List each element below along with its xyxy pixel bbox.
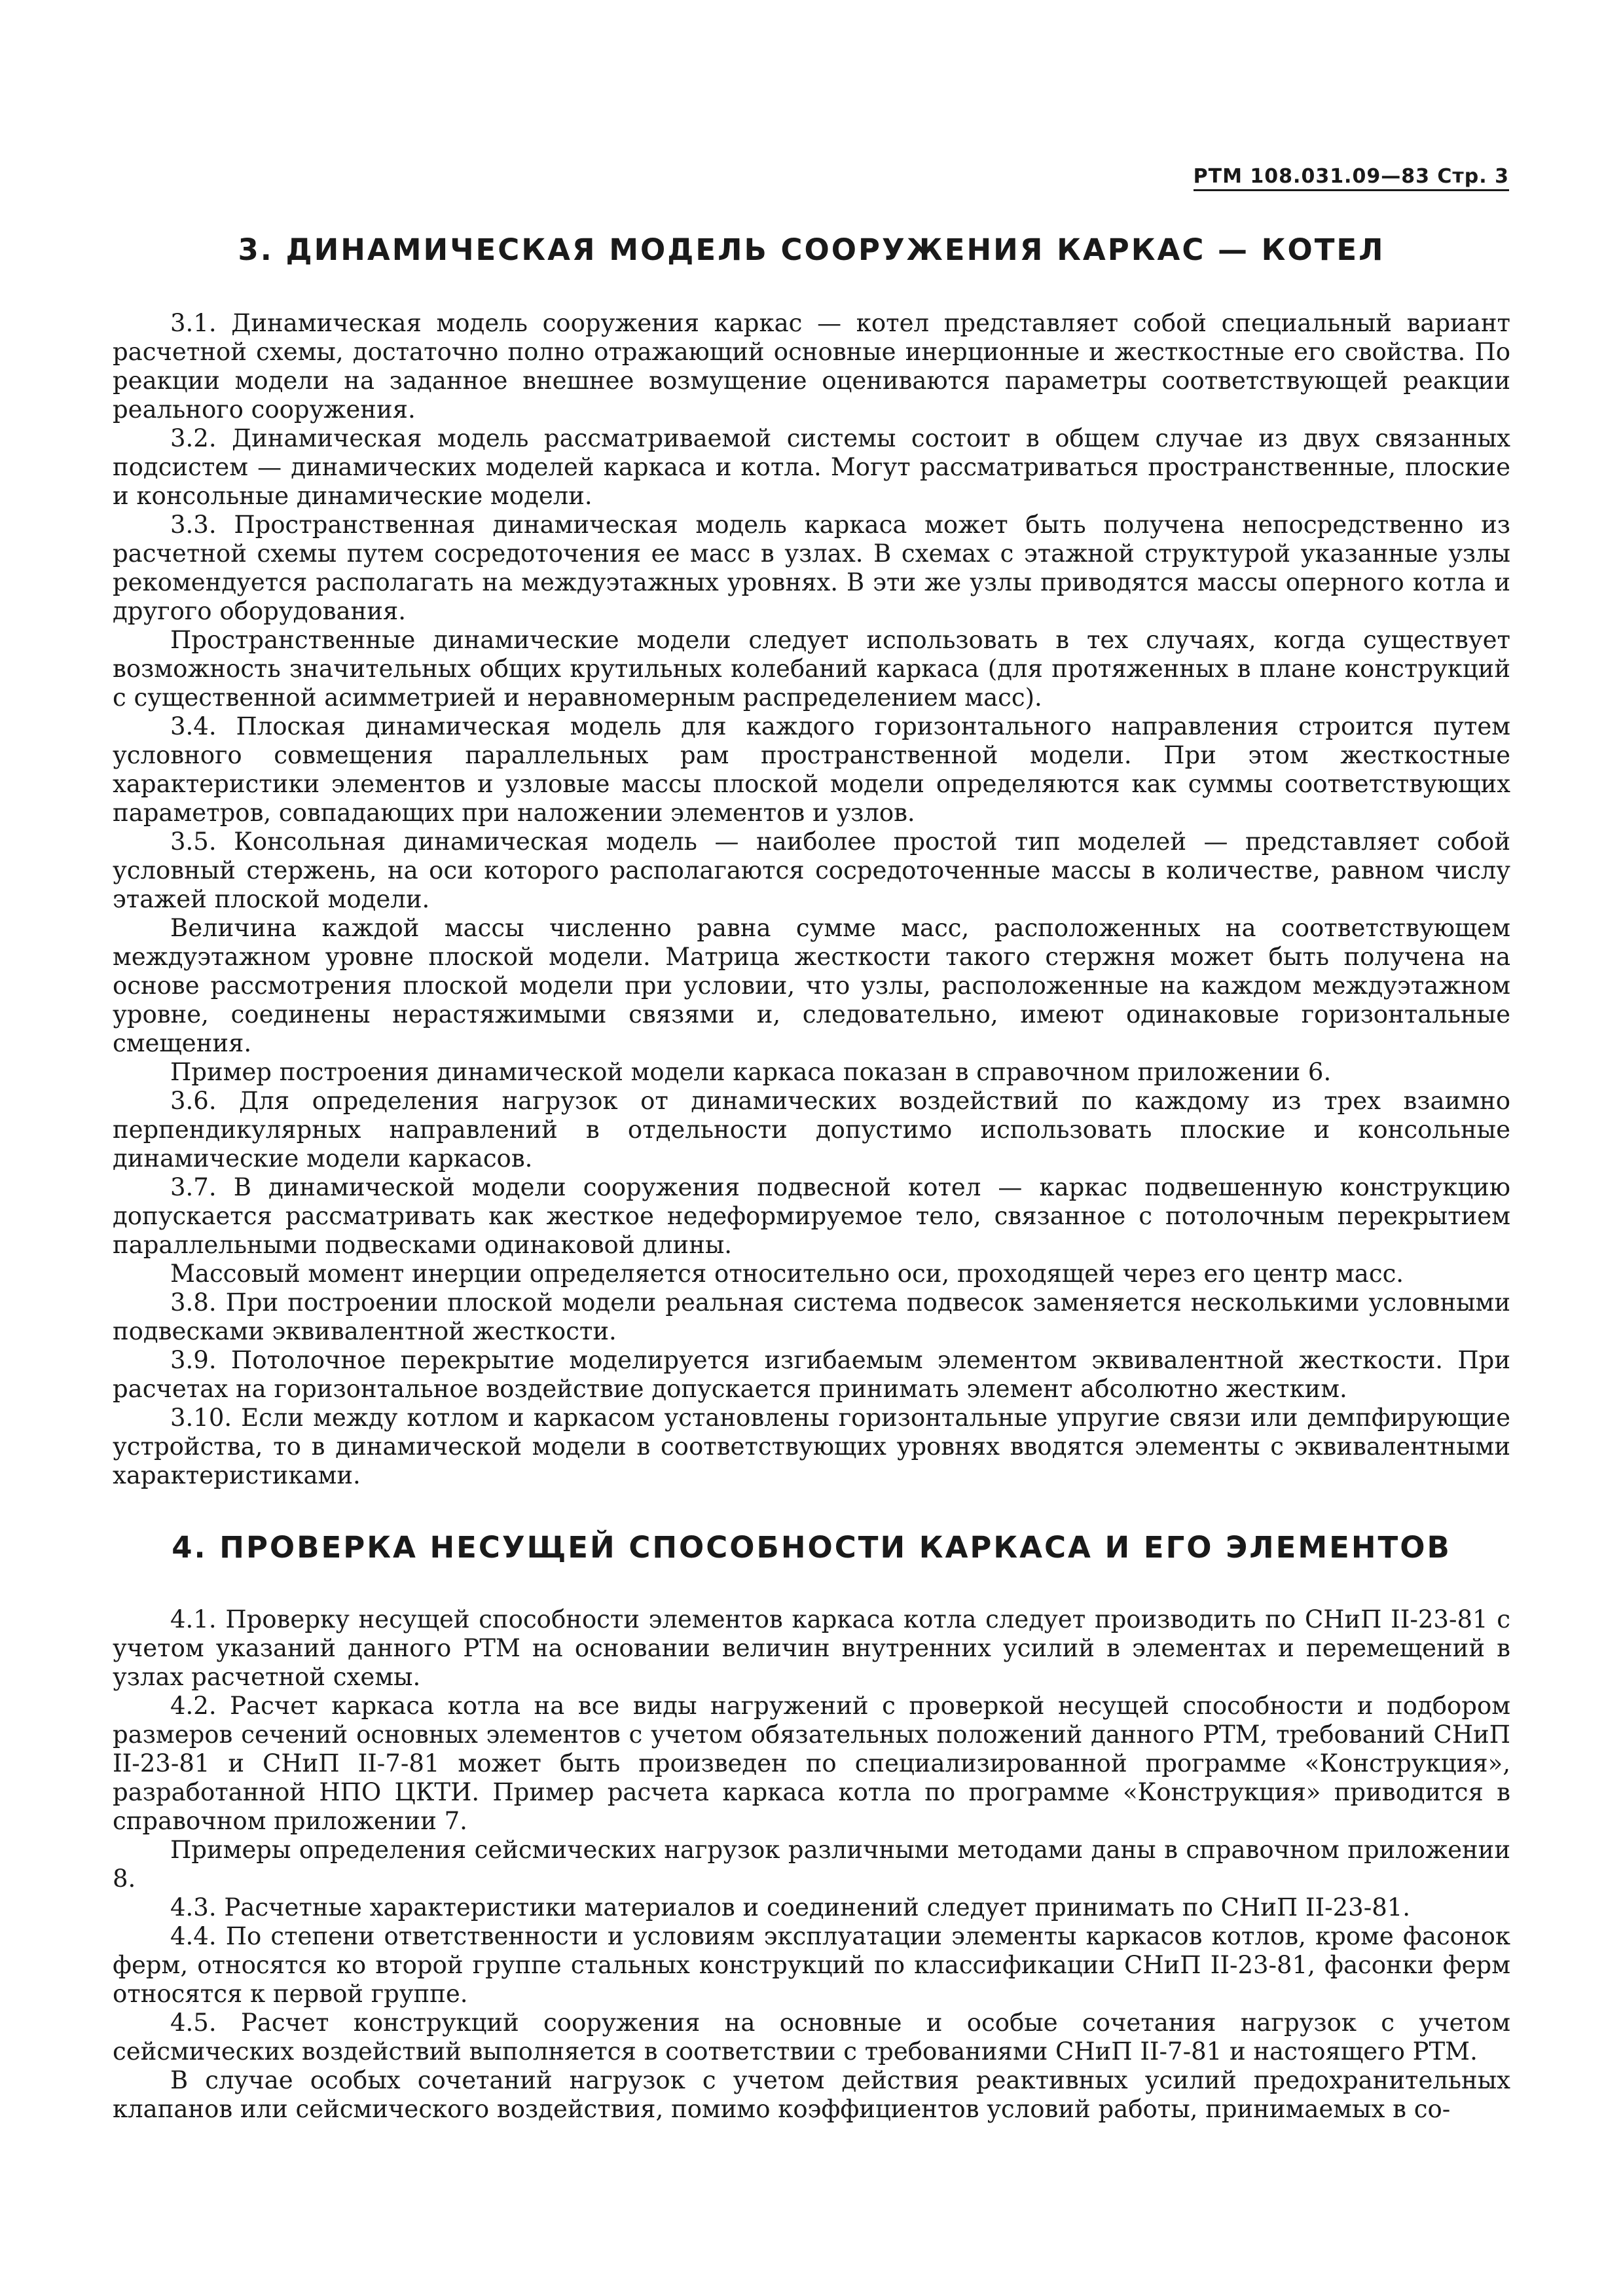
paragraph-4-5-cont: В случае особых сочетаний нагрузок с учетом действия реактивных усилий предохранительных клапанов или сейсмического воздействия, помимо коэффициентов условий работы, принимаемых в со- — [113, 2066, 1510, 2123]
running-header: РТМ 108.031.09—83 Стр. 3 — [1194, 165, 1509, 191]
paragraph-3-3-cont: Пространственные динамические модели следует использовать в тех случаях, когда существует возможность значительных общих крутильных колебаний каркаса (для протяженных в плане конструкций с существенной асимметрией и неравномерным распределением масс). — [113, 626, 1510, 712]
paragraph-3-8: 3.8. При построении плоской модели реальная система подвесок заменяется несколькими условными подвесками эквивалентной жесткости. — [113, 1288, 1510, 1345]
paragraph-3-7-cont: Массовый момент инерции определяется относительно оси, проходящей через его центр масс. — [170, 1260, 1404, 1288]
paragraph-4-5: 4.5. Расчет конструкций сооружения на основные и особые сочетания нагрузок с учетом сейсмических воздействий выполняется в соответствии с требованиями СНиП II-7-81 и настоящего РТМ. — [113, 2009, 1510, 2066]
paragraph-4-4: 4.4. По степени ответственности и условиям эксплуатации элементы каркасов котлов, кроме фасонок ферм, относятся ко второй группе стальных конструкций по классификации СНиП II-23-81, фасонки ферм относятся к первой группе. — [113, 1922, 1510, 2008]
paragraph-3-6: 3.6. Для определения нагрузок от динамических воздействий по каждому из трех взаимно перпендикулярных направлений в отдельности допустимо использовать плоские и консольные динамические модели каркасов. — [113, 1087, 1510, 1173]
paragraph-4-2: 4.2. Расчет каркаса котла на все виды нагружений с проверкой несущей способности и подбором размеров сечений основных элементов с учетом обязательных положений данного РТМ, требований СНиП II-23-81 и СНиП II-7-81 может быть произведен по специализированной программе «Конструкция», разработанной НПО ЦКТИ. Пример расчета каркаса котла по программе «Конструкция» приводится в справочном приложении 7. — [113, 1692, 1510, 1835]
paragraph-3-9: 3.9. Потолочное перекрытие моделируется изгибаемым элементом эквивалентной жесткости. При расчетах на горизонтальное воздействие допускается принимать элемент абсолютно жестким. — [113, 1346, 1510, 1403]
paragraph-3-4: 3.4. Плоская динамическая модель для каждого горизонтального направления строится путем условного совмещения параллельных рам пространственной модели. При этом жесткостные характеристики элементов и узловые массы плоской модели определяются как суммы соответствующих параметров, совпадающих при наложении элементов и узлов. — [113, 712, 1510, 827]
paragraph-3-1: 3.1. Динамическая модель сооружения каркас — котел представляет собой специальный вариант расчетной схемы, достаточно полно отражающий основные инерционные и жесткостные его свойства. По реакции модели на заданное внешнее возмущение оцениваются параметры соответствующей реакции реального сооружения. — [113, 309, 1510, 424]
section-title-4: 4. ПРОВЕРКА НЕСУЩЕЙ СПОСОБНОСТИ КАРКАСА И ЕГО ЭЛЕМЕНТОВ — [172, 1530, 1451, 1565]
paragraph-4-3: 4.3. Расчетные характеристики материалов и соединений следует принимать по СНиП II-23-81. — [170, 1893, 1411, 1922]
paragraph-3-2: 3.2. Динамическая модель рассматриваемой системы состоит в общем случае из двух связанных подсистем — динамических моделей каркаса и котла. Могут рассматриваться пространственные, плоские и консольные динамические модели. — [113, 424, 1510, 510]
section-3-body — [113, 309, 1510, 1490]
paragraph-3-3: 3.3. Пространственная динамическая модель каркаса может быть получена непосредственно из расчетной схемы путем сосредоточения ее масс в узлах. В схемах с этажной структурой указанные узлы рекомендуется располагать на междуэтажных уровнях. В эти же узлы приводятся массы оперного котла и другого оборудования. — [113, 511, 1510, 625]
document-body — [113, 230, 1510, 2124]
paragraph-3-10: 3.10. Если между котлом и каркасом установлены горизонтальные упругие связи или демпфирующие устройства, то в динамической модели в соответствующих уровнях вводятся элементы с эквивалентными характеристиками. — [113, 1404, 1510, 1489]
section-4-body — [113, 1605, 1510, 2124]
paragraph-4-1: 4.1. Проверку несущей способности элементов каркаса котла следует производить по СНиП II-23-81 с учетом указаний данного РТМ на основании величин внутренних усилий в элементах и перемещений в узлах расчетной схемы. — [113, 1605, 1510, 1691]
paragraph-3-5: 3.5. Консольная динамическая модель — наиболее простой тип моделей — представляет собой условный стержень, на оси которого располагаются сосредоточенные массы в количестве, равном числу этажей плоской модели. — [113, 828, 1510, 913]
paragraph-3-7: 3.7. В динамической модели сооружения подвесной котел — каркас подвешенную конструкцию допускается рассматривать как жесткое недеформируемое тело, связанное с потолочным перекрытием параллельными подвесками одинаковой длины. — [113, 1173, 1510, 1259]
paragraph-4-2-cont: Примеры определения сейсмических нагрузок различными методами даны в справочном приложении 8. — [113, 1836, 1510, 1893]
paragraph-3-5-cont: Величина каждой массы численно равна сумме масс, расположенных на соответствующем междуэтажном уровне плоской модели. Матрица жесткости такого стержня может быть получена на основе рассмотрения плоской модели при условии, что узлы, расположенные на каждом междуэтажном уровне, соединены нерастяжимыми связями и, следовательно, имеют одинаковые горизонтальные смещения. — [113, 914, 1510, 1057]
paragraph-3-5-example: Пример построения динамической модели каркаса показан в справочном приложении 6. — [170, 1058, 1332, 1086]
section-title-3: 3. ДИНАМИЧЕСКАЯ МОДЕЛЬ СООРУЖЕНИЯ КАРКАС — КОТЕЛ — [238, 232, 1385, 267]
